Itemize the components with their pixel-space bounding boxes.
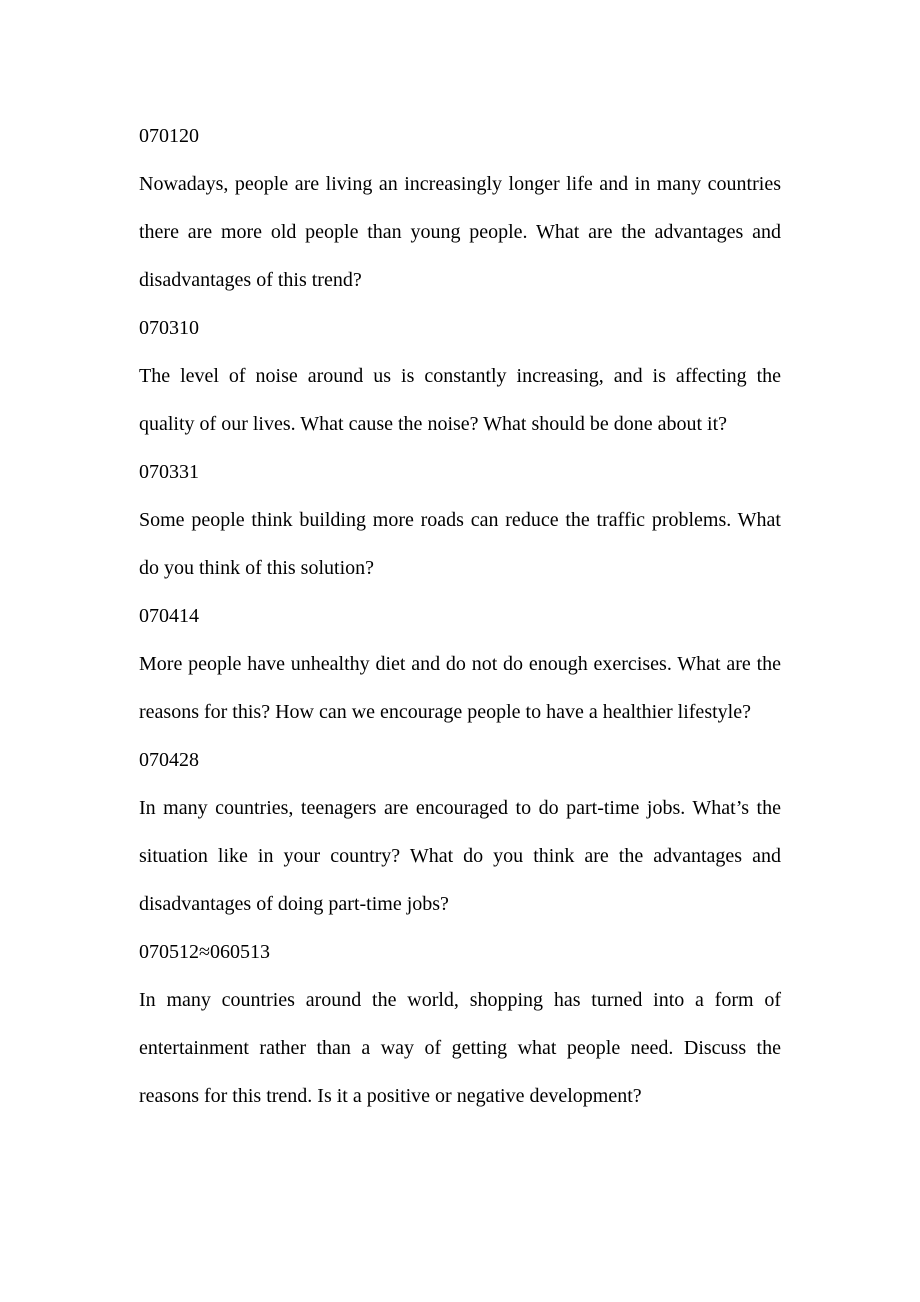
entry-text: In many countries around the world, shopping has turned into a form of entertainment rather than a way of getting what people need. Discuss the reasons for this trend. Is it a positive or negative development? [139, 989, 781, 1107]
entry-text: Nowadays, people are living an increasingly longer life and in many countries there are more old people than young people. What are the advantages and disadvantages of this trend? [139, 173, 781, 291]
entry-code: 070331 [139, 461, 199, 483]
entry-text: The level of noise around us is constantly increasing, and is affecting the quality of our lives. What cause the noise? What should be done about it? [139, 365, 781, 435]
entry-code: 070414 [139, 605, 199, 627]
entry-text: Some people think building more roads can reduce the traffic problems. What do you think of this solution? [139, 509, 781, 579]
entry-text: In many countries, teenagers are encouraged to do part-time jobs. What’s the situation like in your country? What do you think are the advantages and disadvantages of doing part-time jobs? [139, 797, 781, 915]
entry-code: 070428 [139, 749, 199, 771]
entry-code: 070120 [139, 125, 199, 147]
entry-code: 070310 [139, 317, 199, 339]
entry-text: More people have unhealthy diet and do not do enough exercises. What are the reasons for this? How can we encourage people to have a healthier lifestyle? [139, 653, 781, 723]
entry-code: 070512≈060513 [139, 941, 270, 963]
document-page [139, 112, 781, 1120]
